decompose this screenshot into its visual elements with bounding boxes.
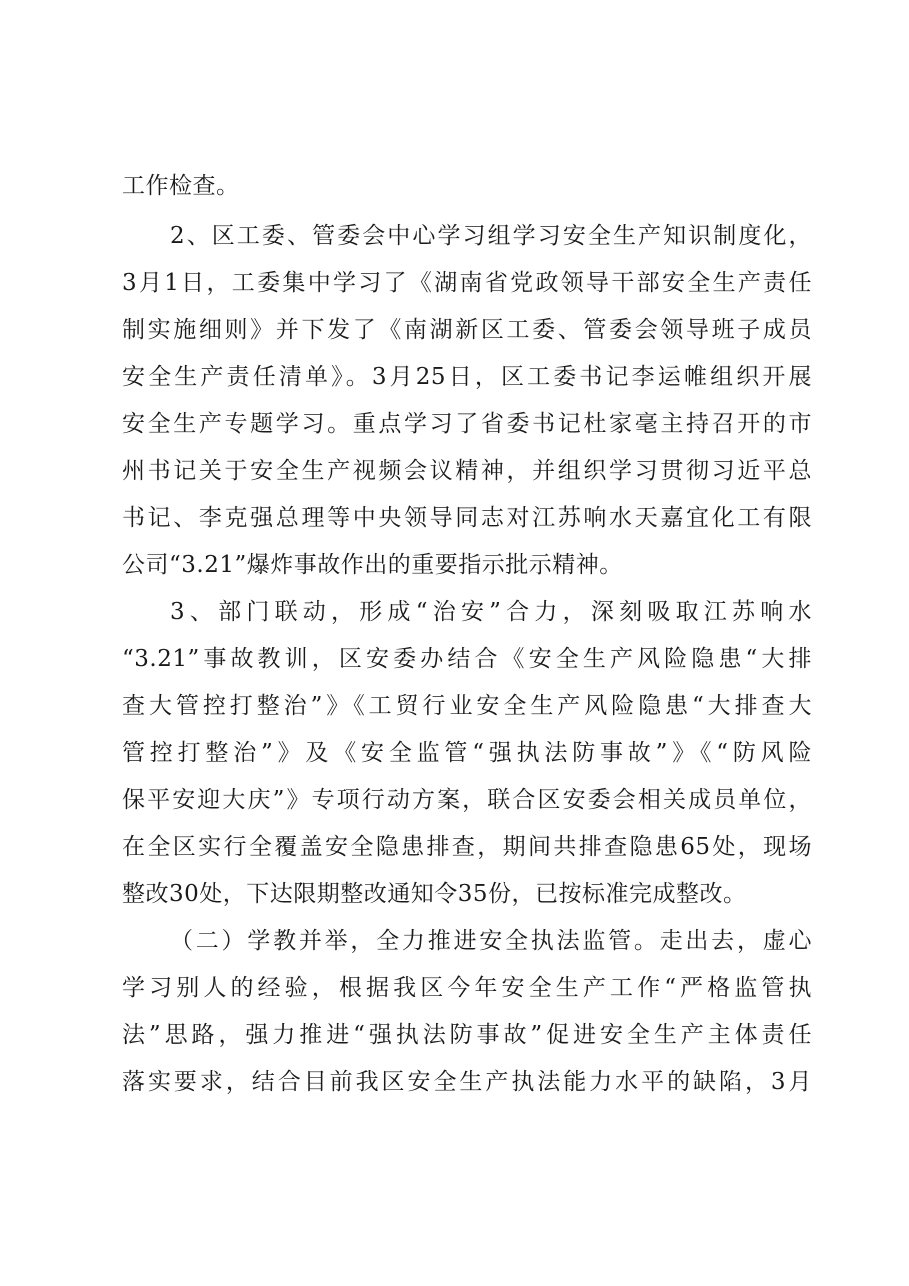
text-line: 安全生产责任清单》。3月25日，区工委书记李运帷组织开展 bbox=[122, 364, 812, 390]
text-line: 整改30处，下达限期整改通知令35份，已按标准完成整改。 bbox=[122, 881, 747, 907]
text-line: 2、区工委、管委会中心学习组学习安全生产知识制度化， bbox=[170, 223, 812, 249]
text-line: 查大管控打整治”》《工贸行业安全生产风险隐患“大排查大 bbox=[122, 693, 812, 719]
text-line: 3月1日，工委集中学习了《湖南省党政领导干部安全生产责任 bbox=[122, 270, 812, 296]
text-line: （二）学教并举，全力推进安全执法监管。走出去，虚心 bbox=[170, 928, 812, 954]
text-line: 管控打整治”》及《安全监管“强执法防事故”》《“防风险 bbox=[122, 740, 812, 766]
text-line: 在全区实行全覆盖安全隐患排查，期间共排查隐患65处，现场 bbox=[122, 834, 812, 860]
text-line: 3、部门联动，形成“治安”合力，深刻吸取江苏响水 bbox=[170, 599, 812, 625]
text-line: 学习别人的经验，根据我区今年安全生产工作“严格监管执 bbox=[122, 975, 812, 1001]
text-line: 制实施细则》并下发了《南湖新区工委、管委会领导班子成员 bbox=[122, 317, 812, 343]
text-line: 保平安迎大庆”》专项行动方案，联合区安委会相关成员单位， bbox=[122, 787, 812, 813]
text-line: 安全生产专题学习。重点学习了省委书记杜家毫主持召开的市 bbox=[122, 411, 812, 437]
text-line: 州书记关于安全生产视频会议精神，并组织学习贯彻习近平总 bbox=[122, 458, 812, 484]
text-line: 工作检查。 bbox=[122, 173, 240, 199]
text-line: 法”思路，强力推进“强执法防事故”促进安全生产主体责任 bbox=[122, 1022, 812, 1048]
text-line: “3.21”事故教训，区安委办结合《安全生产风险隐患“大排 bbox=[122, 646, 812, 672]
text-line: 公司“3.21”爆炸事故作出的重要指示批示精神。 bbox=[122, 552, 623, 578]
text-line: 落实要求，结合目前我区安全生产执法能力水平的缺陷，3月 bbox=[122, 1069, 812, 1095]
text-line: 书记、李克强总理等中央领导同志对江苏响水天嘉宜化工有限 bbox=[122, 505, 812, 531]
